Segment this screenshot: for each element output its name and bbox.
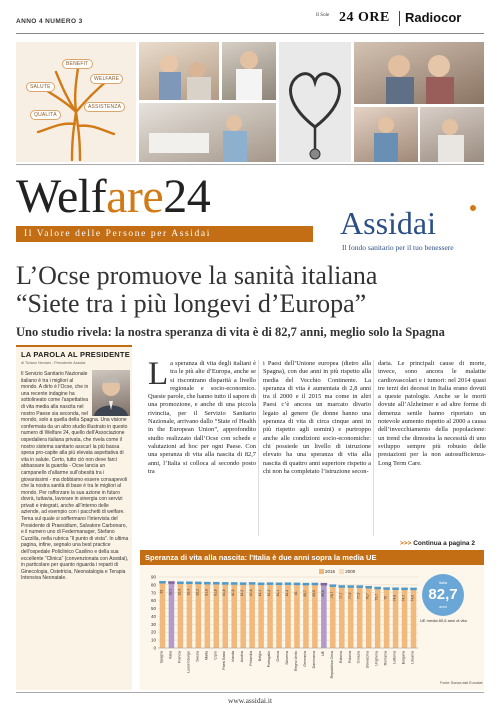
column-divider bbox=[258, 360, 259, 536]
tag-benefit: BENEFIT bbox=[62, 59, 93, 69]
x-tick-label: Irlanda bbox=[231, 651, 236, 662]
stethoscope-icon bbox=[279, 42, 351, 162]
x-tick-label: Estonia bbox=[338, 651, 343, 663]
bar-2000-marker bbox=[159, 581, 166, 584]
bar-2000-marker bbox=[365, 586, 372, 589]
x-tick-label: Slovacchia bbox=[365, 651, 370, 669]
bar-2000-marker bbox=[383, 587, 390, 590]
y-tick-label: 0 bbox=[153, 645, 156, 651]
subheadline: Uno studio rivela: la nostra speranza di vita è di 82,7 anni, meglio solo la Spagna bbox=[16, 325, 445, 339]
article-body-1: a speranza di vita degli italiani è tra le più alte d’Europa, anche se si riscontrano disparità a livello regionale e socio-economico. Queste parole, che hanno tutto il sapore di una promozione, e anche di una piccola rivincita, per il Servizio Sanitario Nazionale, arrivano dallo “State of Health in the European Union”, approfondito studio realizzato dall’Ocse con schede e valutazioni ad hoc per ogni Paese. Con una speranza di vita alla nascita di 82,7 anni, l’Italia si colloca al secondo posto tra bbox=[148, 360, 256, 475]
bar-2000-marker bbox=[258, 583, 265, 586]
data-label: 81,2 bbox=[285, 589, 289, 597]
photo-doctor bbox=[222, 42, 276, 100]
badge-head: Italia bbox=[438, 580, 448, 585]
photo-patient bbox=[420, 107, 484, 162]
data-label: 78,7 bbox=[329, 591, 334, 599]
data-label: 80,7 bbox=[302, 590, 307, 597]
data-label: 76,7 bbox=[365, 593, 370, 600]
bar-2000-marker bbox=[374, 587, 381, 590]
data-label: 81,3 bbox=[240, 589, 245, 597]
bar-2000-marker bbox=[401, 588, 408, 591]
data-label: 81,6 bbox=[249, 589, 254, 596]
y-tick-label: 40 bbox=[150, 613, 156, 619]
issue-number: ANNO 4 NUMERO 3 bbox=[16, 18, 83, 25]
top-bar bbox=[16, 10, 484, 30]
legend-swatch-2000 bbox=[339, 569, 344, 574]
photo-care-scene bbox=[139, 42, 219, 100]
headline bbox=[16, 262, 484, 318]
x-tick-label: Portogallo bbox=[267, 651, 272, 668]
x-tick-label: Svezia bbox=[195, 651, 200, 662]
x-tick-label: Bulgaria bbox=[401, 651, 406, 665]
bar-2000-marker bbox=[240, 582, 247, 585]
chart-title: Speranza di vita alla nascita: l'Italia è due anni sopra la media UE bbox=[145, 553, 377, 562]
bar-2000-marker bbox=[303, 583, 310, 586]
sidebar-title: LA PAROLA AL PRESIDENTE bbox=[21, 350, 130, 359]
bar-2000-marker bbox=[356, 585, 363, 588]
continue-arrows: >>> bbox=[400, 540, 412, 547]
tagline: Il Valore delle Persone per Assidai bbox=[24, 229, 211, 239]
bar-2000-marker bbox=[267, 582, 274, 585]
sidebar-body: Il Servizio Sanitario Nazionale italiano è tra i migliori al mondo. A dirlo è l’Ocse, che in una recente indagine ha sottolineato come l’aspettativa di vita media alla nascita nel nostro Paese sia seconda, nel mondo, solo a quella della Spagna. Una visione confermata da un altro studio illustrato in questo numero di Welfare 24, quello dell’Associazione ospedaliera italiana privata, che rivela come il nostro sistema sanitario asscurì la più bassa spesa pro-capite alla più elevata aspettativa di vita in salute. Certo, tutto ciò non deve farci abbassare la guardia - Ocse lancia un campanello d’allarme sull’obesità tra i giovanissimi - ma dobbiamo essere consapevoli che la nostra sanità di base è tra le migliori al mondo. Per rafforzare la sua azione in futuro dovrà, tuttavia, lavorare in sinergia con servizi privati e integrati, anche all’interno delle aziende, ad esempio con i pacchetti di welfare. Tema sul quale si soffermano l’intervista del Presidente di Praesidium, Salvatore Carbonaro, e il numero uno di Federmanager, Stefano Cuzzilla, nella rubrica “Il punto di vista”. In ultima pagina, infine, segnalo una best practice dell’ospedale Policlinico Casilino e della sua eccellente “Clinica” (convenzionata con Assidai), in particolare per quanto riguarda i reparti di Ginecologia, Ostetricia, Neonatalogia e Terapia Intensiva Neonatale. bbox=[21, 371, 129, 582]
sidebar-author: di Tiziano Neviani - Presidente Assidai bbox=[21, 361, 86, 365]
legend-swatch-2015 bbox=[319, 569, 324, 574]
bar-2000-marker bbox=[285, 582, 292, 585]
y-tick-label: 10 bbox=[150, 637, 156, 643]
x-tick-label: Francia bbox=[177, 651, 182, 663]
data-label: 77,7 bbox=[338, 592, 343, 599]
data-label: 83 bbox=[159, 589, 164, 594]
x-tick-label: Austria bbox=[240, 651, 245, 663]
y-tick-label: 80 bbox=[150, 582, 156, 588]
data-label: 81,5 bbox=[231, 589, 236, 596]
data-label: 82,7 bbox=[168, 588, 173, 595]
bar-2000-marker bbox=[195, 582, 202, 585]
president-column bbox=[16, 345, 132, 690]
bar-2000-marker bbox=[321, 583, 328, 586]
bar-2000-marker bbox=[186, 581, 193, 584]
x-tick-label: Ungheria bbox=[374, 651, 379, 666]
data-label: 80,8 bbox=[311, 590, 316, 597]
data-label: 81,1 bbox=[276, 589, 281, 597]
data-label: 81 bbox=[293, 591, 298, 595]
y-tick-label: 70 bbox=[150, 590, 156, 596]
bar-2000-marker bbox=[410, 588, 417, 591]
x-tick-label: Romania bbox=[383, 651, 388, 666]
top-divider bbox=[16, 33, 484, 34]
data-label: 82,4 bbox=[186, 588, 191, 596]
data-label: 75 bbox=[383, 595, 388, 600]
assidai-logo: Assidai bbox=[340, 205, 436, 241]
brand-accent: are bbox=[106, 170, 164, 223]
badge-value: 82,7 bbox=[428, 586, 458, 603]
assidai-logo-dot bbox=[470, 205, 476, 211]
article-column-2 bbox=[263, 360, 371, 476]
x-tick-label: Germania bbox=[302, 651, 307, 667]
x-tick-label: Repubblica Ceca bbox=[329, 651, 334, 679]
logo-24ore: 24 ORE bbox=[339, 10, 390, 25]
legend-label-2015: 2015 bbox=[325, 569, 336, 574]
continue-label: Continua a pagina 2 bbox=[413, 540, 475, 547]
brand-suffix: 24 bbox=[163, 170, 211, 223]
data-label: 75,7 bbox=[374, 594, 379, 601]
x-tick-label: Slovenia bbox=[285, 651, 289, 665]
footer-divider bbox=[16, 692, 484, 693]
headline-line-2: “Siete tra i più longevi d’Europa” bbox=[16, 289, 367, 318]
bar-2000-marker bbox=[294, 583, 301, 586]
tag-salute: SALUTE bbox=[26, 82, 55, 92]
y-tick-label: 20 bbox=[150, 629, 156, 635]
masthead-divider bbox=[16, 164, 484, 165]
article-column-1 bbox=[148, 356, 256, 476]
data-label: 81,6 bbox=[222, 589, 227, 596]
drop-cap: L bbox=[148, 356, 169, 392]
article-column-3 bbox=[378, 360, 486, 468]
bar-2000-marker bbox=[177, 581, 184, 584]
chart-legend bbox=[316, 569, 355, 574]
photo-nurse bbox=[354, 107, 418, 162]
x-tick-label: Belgio bbox=[258, 651, 263, 661]
sidebar-text bbox=[21, 371, 129, 582]
italy-badge bbox=[422, 574, 464, 616]
photo-stethoscope-heart bbox=[279, 42, 351, 162]
tag-assistenza: ASSISTENZA bbox=[84, 102, 125, 112]
tag-welfare: WELFARE bbox=[90, 74, 123, 84]
bar-2000-marker bbox=[213, 582, 220, 585]
data-label: 82,4 bbox=[177, 588, 182, 596]
assidai-subtitle: Il fondo sanitario per il tuo benessere bbox=[342, 243, 454, 252]
bar-2000-marker bbox=[347, 585, 354, 588]
bar-2000-marker bbox=[392, 587, 399, 590]
data-label: 77,5 bbox=[356, 592, 361, 600]
y-tick-label: 50 bbox=[150, 606, 156, 612]
bar-2000-marker bbox=[339, 585, 346, 588]
x-tick-label: Malta bbox=[204, 651, 209, 660]
x-tick-label: Lussemburgo bbox=[186, 651, 191, 673]
bar-2000-marker bbox=[231, 582, 238, 585]
x-tick-label: Grecia bbox=[276, 651, 281, 662]
data-label: 74,8 bbox=[392, 594, 397, 602]
photo-hospital-room bbox=[139, 103, 276, 162]
x-tick-label: Regno Unito bbox=[293, 651, 298, 671]
data-label: 77,6 bbox=[347, 592, 352, 599]
headline-line-1: L’Ocse promuove la sanità italiana bbox=[16, 261, 378, 290]
masthead bbox=[16, 172, 210, 222]
badge-unit: anni bbox=[439, 604, 447, 609]
brand-title bbox=[16, 172, 210, 222]
x-tick-label: UE bbox=[320, 651, 325, 656]
legend-label-2000: 2000 bbox=[345, 569, 356, 574]
data-label: 81,1 bbox=[258, 589, 263, 597]
photo-collage bbox=[16, 42, 484, 162]
x-tick-label: Lituania bbox=[410, 651, 415, 664]
y-tick-label: 30 bbox=[150, 621, 156, 627]
data-label: 81,3 bbox=[267, 589, 272, 597]
x-tick-label: Croazia bbox=[356, 651, 361, 664]
bar-2000-marker bbox=[249, 582, 256, 585]
bar-2000-marker bbox=[330, 584, 337, 587]
y-tick-label: 90 bbox=[150, 574, 156, 580]
y-tick-label: 60 bbox=[150, 598, 156, 604]
bar-2000-marker bbox=[168, 581, 175, 584]
bar-2000-marker bbox=[222, 582, 229, 585]
chart-source: Fonte: Banca dati Eurostat bbox=[440, 681, 483, 685]
data-label: 74,7 bbox=[401, 594, 406, 602]
life-expectancy-chart bbox=[140, 550, 484, 690]
data-label: 74,6 bbox=[410, 594, 415, 602]
data-label: 81,9 bbox=[204, 589, 209, 596]
tag-qualita: QUALITÀ bbox=[30, 110, 61, 120]
brand-prefix: Welf bbox=[16, 170, 107, 223]
x-tick-label: Polonia bbox=[347, 651, 352, 663]
data-label: 81,8 bbox=[213, 589, 218, 596]
data-label: 82,2 bbox=[195, 588, 200, 596]
x-tick-label: Cipro bbox=[213, 651, 218, 660]
x-tick-label: Finlandia bbox=[249, 651, 254, 666]
logo-radiocor: Radiocor bbox=[405, 10, 462, 25]
data-label: 80,6 bbox=[320, 590, 325, 597]
x-tick-label: Lettonia bbox=[392, 651, 397, 664]
x-tick-label: Danimarca bbox=[311, 651, 316, 669]
column-divider bbox=[373, 360, 374, 536]
eu-average-note: UE media 80,6 anni di vita bbox=[420, 618, 467, 623]
logo-divider bbox=[399, 11, 400, 26]
bar-2000-marker bbox=[204, 582, 211, 585]
welfare-tree-illustration bbox=[16, 42, 136, 162]
logo-sole: Il Sole bbox=[316, 13, 330, 18]
bar-2000-marker bbox=[276, 583, 283, 586]
continue-link[interactable] bbox=[400, 540, 475, 547]
article-body-3: daria. Le principali cause di morte, invece, sono ancora le malattie cardiovascolari e i tumori: nel 2014 quasi tre terzi dei decessi in Italia erano dovuti a queste patologie. Anche se le morti dovute all’Alzheimer e ad altre forme di demenza senile hanno riportato un notevole aumento rispetto al 2000 a causa dell’invecchiamento della popolazione: un trend che dimostra la necessità di uno sviluppo sempre più robusto delle prestazioni per la non autosufficienza-Long Term Care. bbox=[378, 360, 486, 467]
photo-elderly-couple bbox=[354, 42, 484, 104]
x-tick-label: Spagna bbox=[159, 651, 164, 664]
x-tick-label: Paesi Bassi bbox=[222, 651, 227, 670]
bar-2000-marker bbox=[312, 583, 319, 586]
x-tick-label: Italia bbox=[168, 651, 173, 659]
article-body-2: i Paesi dell’Unione europea (dietro alla Spagna), con due anni in più rispetto alla media del Vecchio Continente. La speranza di vita è aumentata di 2,8 anni tra il 2000 e il 2015 ma come in altri Paesi c’è ancora un marcato divario legato al genere (le donne hanno una speranza di vita di circa cinque anni in più rispetto agli uomini) e purtroppo anche alle condizioni socio-economiche: chi possiede un livello di istruzione elevato ha una speranza di vita alla nascita di quattro anni superiore rispetto a chi non ha completato l’istruzione secon- bbox=[263, 360, 371, 475]
footer-url[interactable]: www.assidai.it bbox=[227, 696, 273, 705]
